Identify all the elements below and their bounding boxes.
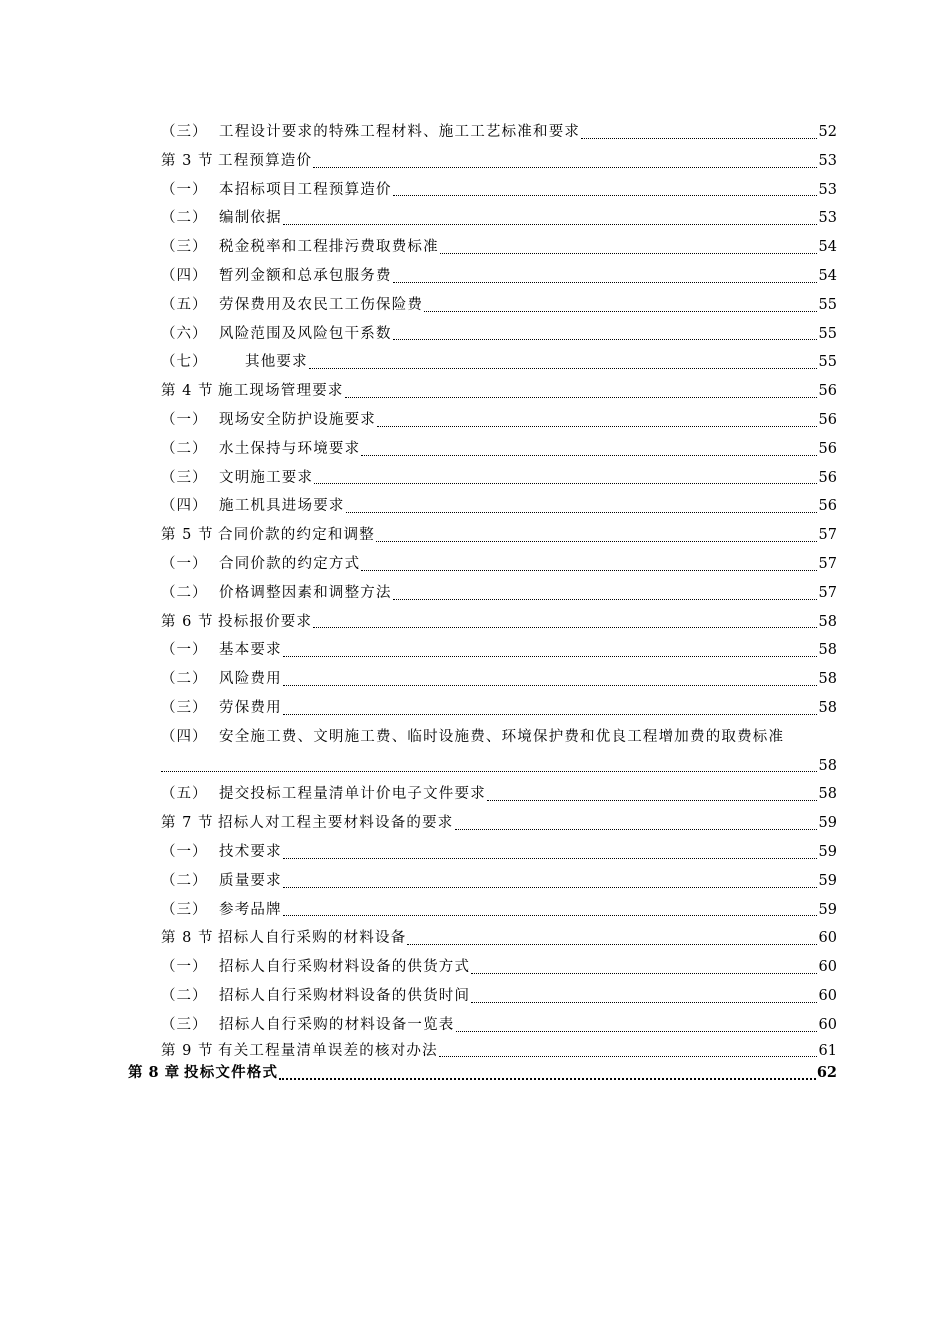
toc-entry-page: 58 [818, 780, 837, 809]
toc-entry-page: 58 [818, 694, 837, 723]
toc-dot-leader [393, 176, 819, 205]
toc-entry-number: （二） [161, 210, 208, 227]
toc-dot-leader [377, 406, 819, 435]
toc-entry-number: （一） [161, 411, 208, 428]
toc-entry-title: 投标文件格式 [184, 1062, 279, 1084]
toc-dot-leader [361, 435, 819, 464]
toc-entry-title: 合同价款的约定方式 [219, 550, 361, 579]
toc-entry-number: （五） [161, 296, 208, 313]
toc-entry-page: 58 [818, 608, 837, 637]
toc-entry[interactable] [0, 867, 950, 896]
toc-section-entry[interactable] [0, 1040, 950, 1062]
toc-entry[interactable] [0, 291, 950, 320]
toc-entry-title: 投标报价要求 [218, 608, 313, 637]
toc-entry-number: （二） [161, 584, 208, 601]
toc-entry[interactable] [0, 896, 950, 925]
toc-entry-number: （三） [161, 699, 208, 716]
toc-entry-page: 60 [818, 924, 837, 953]
toc-entry-page: 56 [818, 435, 837, 464]
toc-entry-number: （四） [161, 728, 208, 745]
toc-dot-leader [279, 1062, 819, 1084]
toc-entry-number: （五） [161, 786, 208, 803]
toc-entry-number: （三） [161, 239, 208, 256]
toc-entry-page: 59 [818, 838, 837, 867]
toc-entry-title: 本招标项目工程预算造价 [219, 176, 393, 205]
toc-entry-title: 施工现场管理要求 [218, 377, 345, 406]
toc-entry-title: 招标人对工程主要材料设备的要求 [218, 809, 455, 838]
toc-entry[interactable] [0, 348, 950, 377]
toc-entry-number: 第 8 节 [161, 930, 214, 947]
toc-entry-page: 54 [818, 262, 837, 291]
toc-section-entry[interactable] [0, 809, 950, 838]
toc-dot-leader [361, 550, 819, 579]
toc-entry-title: 编制依据 [219, 204, 283, 233]
toc-entry-number: （三） [161, 469, 208, 486]
toc-entry-title: 劳保费用 [219, 694, 283, 723]
toc-entry-page: 57 [818, 579, 837, 608]
toc-entry-page: 58 [818, 665, 837, 694]
toc-entry[interactable] [0, 953, 950, 982]
toc-dot-leader [471, 953, 819, 982]
toc-dot-leader [283, 896, 819, 925]
toc-entry[interactable] [0, 406, 950, 435]
toc-entry-title: 水土保持与环境要求 [219, 435, 361, 464]
toc-entry-title: 其他要求 [245, 348, 309, 377]
toc-entry[interactable] [0, 464, 950, 493]
toc-dot-leader [456, 1011, 819, 1040]
toc-entry[interactable] [0, 1011, 950, 1040]
toc-entry-title: 参考品牌 [219, 896, 283, 925]
toc-entry-number: （三） [161, 901, 208, 918]
toc-entry-number: （二） [161, 440, 208, 457]
toc-section-entry[interactable] [0, 377, 950, 406]
toc-entry[interactable] [0, 694, 950, 723]
toc-entry[interactable] [0, 550, 950, 579]
toc-entry[interactable] [0, 118, 950, 147]
toc-entry-number: 第 8 章 [128, 1063, 180, 1081]
toc-entry-number: （四） [161, 267, 208, 284]
toc-entry-page: 60 [818, 953, 837, 982]
toc-entry-continuation[interactable] [0, 752, 950, 781]
toc-entry[interactable] [0, 780, 950, 809]
toc-dot-leader [283, 665, 819, 694]
toc-entry-page: 53 [818, 147, 837, 176]
toc-entry-page: 56 [818, 492, 837, 521]
toc-entry-page: 59 [818, 809, 837, 838]
toc-entry-number: （三） [161, 124, 208, 140]
toc-entry-title: 招标人自行采购材料设备的供货时间 [219, 982, 471, 1011]
toc-entry-title: 有关工程量清单误差的核对办法 [218, 1040, 439, 1062]
toc-entry-title: 基本要求 [219, 636, 283, 665]
toc-entry-number: 第 7 节 [161, 815, 214, 832]
toc-entry-page: 60 [818, 1011, 837, 1040]
toc-entry-page: 57 [818, 550, 837, 579]
toc-entry-number: （一） [161, 181, 208, 198]
toc-dot-leader [313, 147, 819, 176]
toc-dot-leader [471, 982, 819, 1011]
toc-entry-title: 质量要求 [219, 867, 283, 896]
toc-entry-number: 第 9 节 [161, 1042, 214, 1059]
toc-entry-page: 58 [818, 636, 837, 665]
toc-entry-number: （七） [161, 354, 208, 371]
toc-dot-leader [283, 636, 819, 665]
toc-entry-title: 暂列金额和总承包服务费 [219, 262, 393, 291]
toc-entry-page: 57 [818, 521, 837, 550]
toc-entry-page: 61 [818, 1040, 837, 1062]
toc-section-entry[interactable] [0, 608, 950, 637]
toc-entry-page: 52 [818, 118, 837, 147]
toc-entry-title: 招标人自行采购的材料设备 [218, 924, 407, 953]
toc-entry-title: 风险费用 [219, 665, 283, 694]
toc-section-entry[interactable] [0, 924, 950, 953]
toc-entry-page: 62 [816, 1062, 837, 1084]
toc-entry-title: 合同价款的约定和调整 [218, 521, 376, 550]
toc-entry-title: 工程预算造价 [218, 147, 313, 176]
toc-entry[interactable] [0, 579, 950, 608]
toc-entry-page: 55 [818, 291, 837, 320]
toc-dot-leader [376, 521, 819, 550]
toc-dot-leader [407, 924, 819, 953]
toc-chapter-entry[interactable] [0, 1062, 950, 1084]
toc-dot-leader [283, 204, 819, 233]
toc-dot-leader [393, 320, 819, 349]
toc-dot-leader [314, 464, 819, 493]
toc-entry-number: 第 6 节 [161, 613, 214, 630]
toc-entry-number: 第 5 节 [161, 527, 214, 544]
toc-entry-title: 文明施工要求 [219, 464, 314, 493]
toc-entry[interactable] [0, 838, 950, 867]
toc-entry-number: （一） [161, 959, 208, 976]
toc-entry-page: 60 [818, 982, 837, 1011]
toc-entry-title: 招标人自行采购材料设备的供货方式 [219, 953, 471, 982]
toc-entry-title: 税金税率和工程排污费取费标准 [219, 233, 440, 262]
toc-entry-number: 第 3 节 [161, 152, 214, 169]
toc-dot-leader [313, 608, 819, 637]
table-of-contents [0, 118, 950, 1084]
toc-entry-page: 53 [818, 204, 837, 233]
toc-entry-number: （六） [161, 325, 208, 342]
toc-entry[interactable] [0, 982, 950, 1011]
toc-entry-page: 59 [818, 896, 837, 925]
toc-dot-leader [283, 694, 819, 723]
toc-entry[interactable] [0, 492, 950, 521]
toc-entry-number: （二） [161, 671, 208, 688]
toc-entry-page: 56 [818, 377, 837, 406]
toc-entry-page: 55 [818, 320, 837, 349]
toc-dot-leader [345, 377, 819, 406]
toc-dot-leader [487, 780, 819, 809]
toc-entry[interactable] [0, 665, 950, 694]
toc-dot-leader [440, 233, 819, 262]
toc-entry[interactable] [0, 176, 950, 205]
toc-entry[interactable] [0, 262, 950, 291]
toc-entry-title: 现场安全防护设施要求 [219, 406, 377, 435]
toc-entry-title: 安全施工费、文明施工费、临时设施费、环境保护费和优良工程增加费的取费标准 [219, 723, 785, 752]
toc-dot-leader [283, 838, 819, 867]
toc-entry[interactable] [0, 723, 950, 752]
toc-entry-number: 第 4 节 [161, 383, 214, 400]
toc-entry-title: 招标人自行采购的材料设备一览表 [219, 1011, 456, 1040]
toc-entry-page: 59 [818, 867, 837, 896]
toc-dot-leader [581, 118, 819, 147]
toc-entry-title: 劳保费用及农民工工伤保险费 [219, 291, 424, 320]
toc-entry[interactable] [0, 320, 950, 349]
toc-dot-leader [424, 291, 819, 320]
toc-section-entry[interactable] [0, 521, 950, 550]
toc-entry-number: （二） [161, 987, 208, 1004]
toc-entry-page: 58 [818, 752, 837, 781]
toc-entry-title: 价格调整因素和调整方法 [219, 579, 393, 608]
toc-dot-leader [455, 809, 819, 838]
toc-entry-number: （三） [161, 1016, 208, 1033]
toc-entry[interactable] [0, 435, 950, 464]
toc-entry-title: 提交投标工程量清单计价电子文件要求 [219, 780, 487, 809]
toc-entry-page: 56 [818, 406, 837, 435]
toc-entry-number: （一） [161, 843, 208, 860]
toc-entry-page: 54 [818, 233, 837, 262]
toc-entry-title: 工程设计要求的特殊工程材料、施工工艺标准和要求 [219, 118, 581, 147]
toc-entry[interactable] [0, 233, 950, 262]
toc-entry-number: （一） [161, 642, 208, 659]
toc-dot-leader [283, 867, 819, 896]
toc-section-entry[interactable] [0, 147, 950, 176]
toc-entry-page: 55 [818, 348, 837, 377]
toc-entry-number: （一） [161, 555, 208, 572]
toc-entry-number: （四） [161, 498, 208, 515]
toc-entry-page: 56 [818, 464, 837, 493]
toc-entry-title: 施工机具进场要求 [219, 492, 346, 521]
toc-dot-leader [161, 752, 819, 781]
toc-entry[interactable] [0, 636, 950, 665]
toc-entry-title: 技术要求 [219, 838, 283, 867]
toc-entry-page: 53 [818, 176, 837, 205]
toc-dot-leader [393, 262, 819, 291]
toc-entry[interactable] [0, 204, 950, 233]
toc-dot-leader [393, 579, 819, 608]
toc-entry-title: 风险范围及风险包干系数 [219, 320, 393, 349]
toc-dot-leader [346, 492, 819, 521]
toc-dot-leader [439, 1040, 819, 1062]
toc-dot-leader [309, 348, 819, 377]
toc-entry-number: （二） [161, 872, 208, 889]
